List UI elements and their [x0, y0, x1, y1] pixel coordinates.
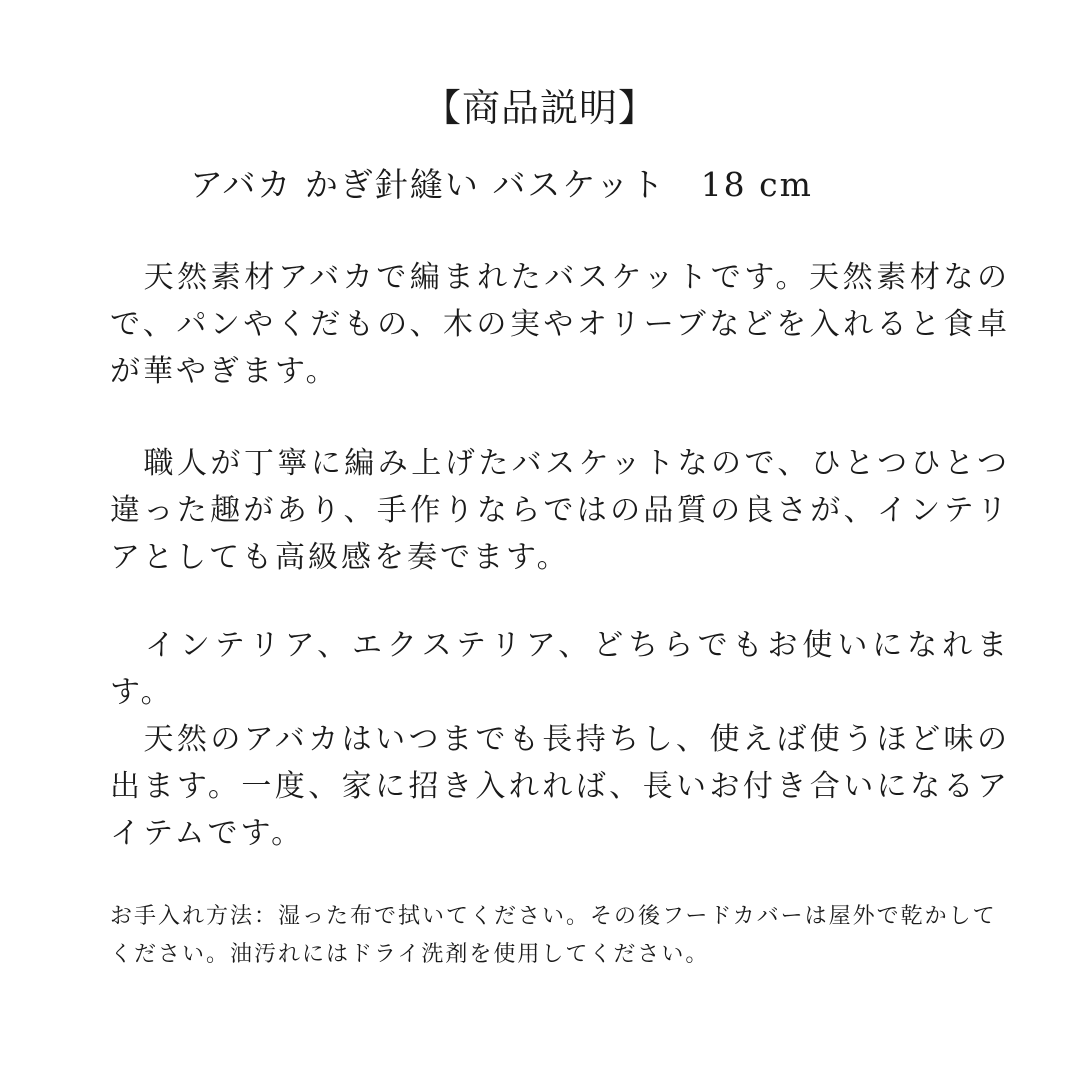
page-title: 【商品説明】 — [422, 86, 657, 130]
care-instructions: お手入れ方法：湿った布で拭いてください。その後フードカバーは屋外で乾かしてください。油汚れにはドライ洗剤を使用してください。 — [110, 904, 997, 967]
product-name: アバカ かぎ針縫い バスケット 18 cm — [190, 165, 813, 204]
description-paragraph-2: 職人が丁寧に編み上げたバスケットなので、ひとつひとつ違った趣があり、手作りならではの品質の良さが、インテリアとしても高級感を奏でます。 — [110, 446, 1010, 575]
description-paragraph-1: 天然素材アバカで編まれたバスケットです。天然素材なので、パンやくだもの、木の実やオリーブなどを入れると食卓が華やぎます。 — [110, 260, 1010, 389]
description-paragraph-3: インテリア、エクステリア、どちらでもお使いになれます。 天然のアバカはいつまでも長持ちし、使えば使うほど味の出ます。一度、家に招き入れれば、長いお付き合いになるアイテムです。 — [110, 628, 1010, 851]
